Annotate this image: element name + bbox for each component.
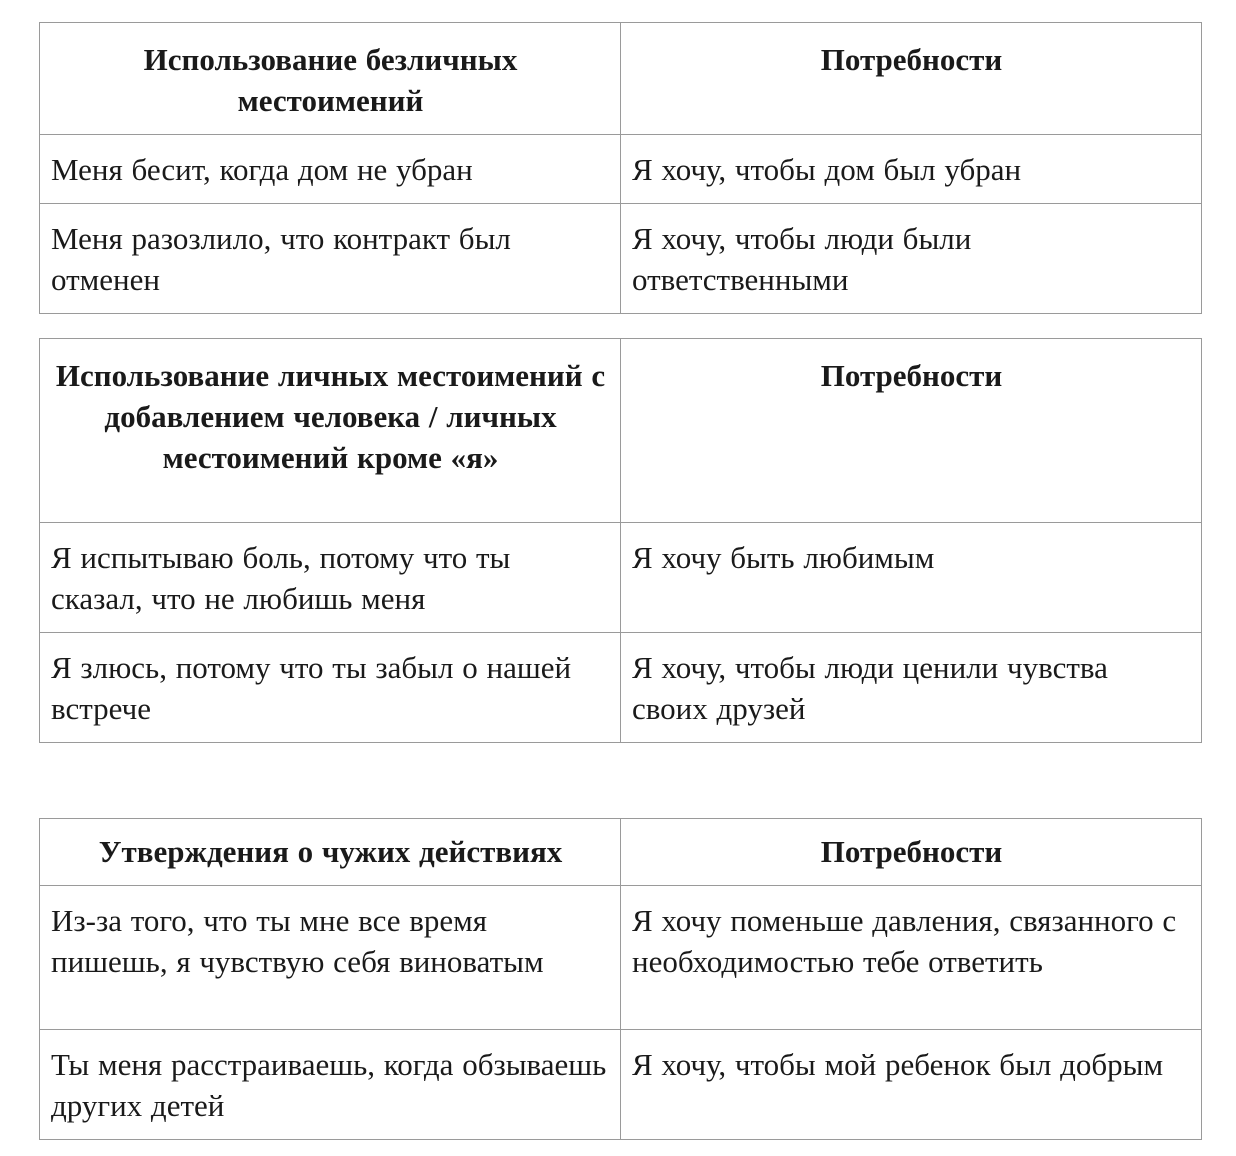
table-header-row (40, 339, 1202, 523)
table-row (40, 886, 1202, 1030)
table-row (40, 204, 1202, 314)
table-row (40, 523, 1202, 633)
table-row (40, 633, 1202, 743)
statement-cell: Ты меня расстраиваешь, когда обзываешь других детей (40, 1030, 621, 1140)
header-cell-needs: Потребности (621, 23, 1202, 135)
needs-cell: Я хочу, чтобы мой ребенок был добрым (621, 1030, 1202, 1140)
table-row (40, 135, 1202, 204)
table-header-row (40, 23, 1202, 135)
needs-cell: Я хочу, чтобы люди были ответственными (621, 204, 1202, 314)
header-cell-needs: Потребности (621, 819, 1202, 886)
statement-cell: Я злюсь, потому что ты забыл о нашей встрече (40, 633, 621, 743)
statement-cell: Я испытываю боль, потому что ты сказал, что не любишь меня (40, 523, 621, 633)
statement-cell: Меня разозлило, что контракт был отменен (40, 204, 621, 314)
statement-cell: Меня бесит, когда дом не убран (40, 135, 621, 204)
table-header-row (40, 819, 1202, 886)
header-cell-statement: Использование личных местоимений с добавлением человека / личных местоимений кроме «я» (40, 339, 621, 523)
needs-cell: Я хочу быть любимым (621, 523, 1202, 633)
table-row (40, 1030, 1202, 1140)
needs-cell: Я хочу, чтобы люди ценили чувства своих друзей (621, 633, 1202, 743)
statement-cell: Из-за того, что ты мне все время пишешь, я чувствую себя виноватым (40, 886, 621, 1030)
table-personal-pronouns (39, 338, 1202, 743)
header-cell-statement: Утверждения о чужих действиях (40, 819, 621, 886)
header-cell-statement: Использование безличных местоимений (40, 23, 621, 135)
needs-cell: Я хочу, чтобы дом был убран (621, 135, 1202, 204)
needs-cell: Я хочу поменьше давления, связанного с необходимостью тебе ответить (621, 886, 1202, 1030)
header-cell-needs: Потребности (621, 339, 1202, 523)
table-impersonal-pronouns (39, 22, 1202, 314)
table-others-actions (39, 818, 1202, 1140)
